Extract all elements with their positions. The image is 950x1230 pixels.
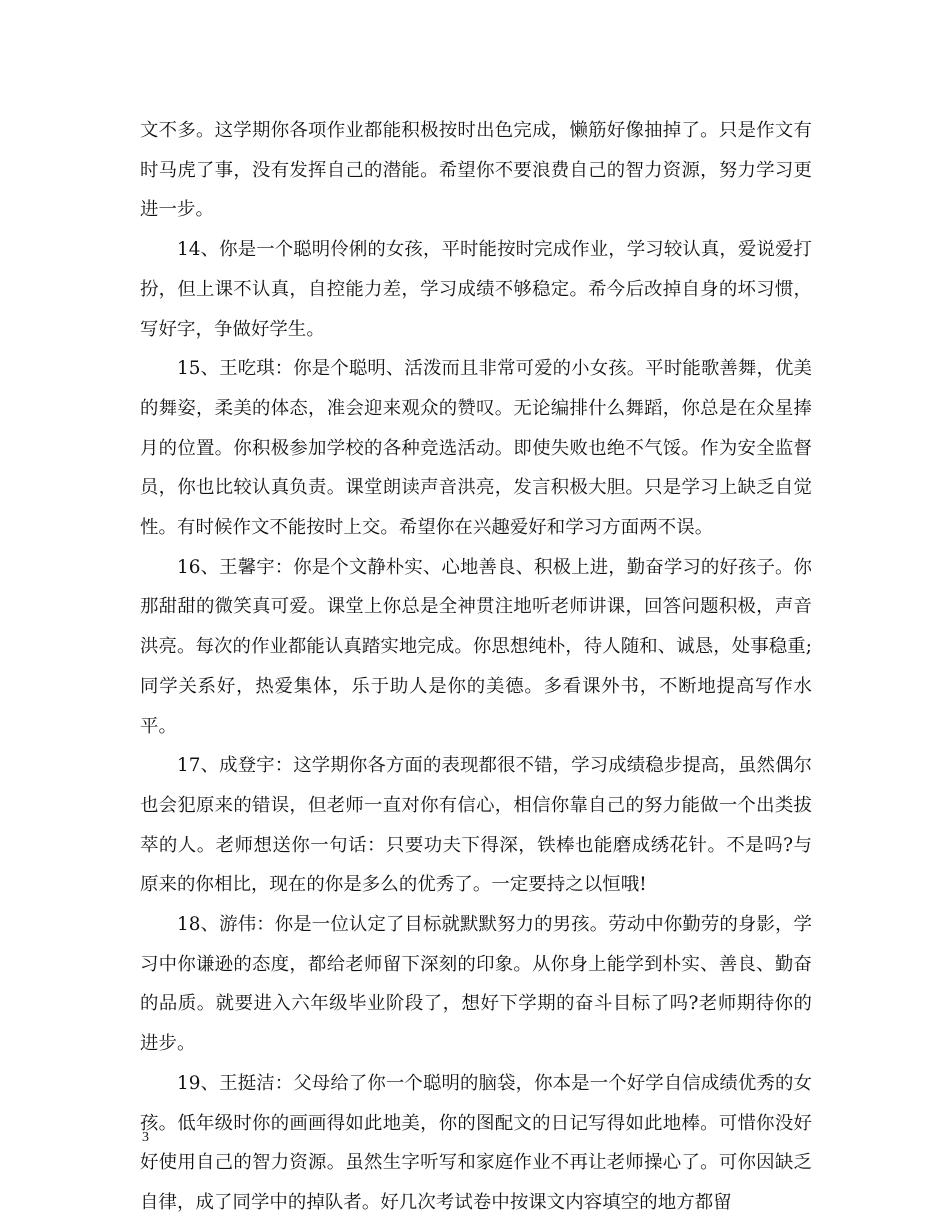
paragraph-continuation: 文不多。这学期你各项作业都能积极按时出色完成，懒筋好像抽掉了。只是作文有时马虎了事，没有发挥自己的潜能。希望你不要浪费自己的智力资源，努力学习更进一步。 (140, 120, 812, 221)
paragraph-comment-18: 18、游伟：你是一位认定了目标就默默努力的男孩。劳动中你勤劳的身影，学习中你谦逊的态度，都给老师留下深刻的印象。从你身上能学到朴实、善良、勤奋的品质。就要进入六年级毕业阶段了，想好下学期的奋斗目标了吗?老师期待你的进步。 (140, 914, 812, 1055)
paragraph-comment-14: 14、你是一个聪明伶俐的女孩，平时能按时完成作业，学习较认真，爱说爱打扮，但上课不认真，自控能力差，学习成绩不够稳定。希今后改掉自身的坏习惯，写好字，争做好学生。 (140, 239, 812, 340)
paragraph-comment-17: 17、成登宇：这学期你各方面的表现都很不错，学习成绩稳步提高，虽然偶尔也会犯原来的错误，但老师一直对你有信心，相信你靠自己的努力能做一个出类拔萃的人。老师想送你一句话：只要功夫下得深，铁棒也能磨成绣花针。不是吗?与原来的你相比，现在的你是多么的优秀了。一定要持之以恒哦! (140, 755, 812, 896)
paragraph-comment-19: 19、王挺洁：父母给了你一个聪明的脑袋，你本是一个好学自信成绩优秀的女孩。低年级时你的画画得如此地美，你的图配文的日记写得如此地棒。可惜你没好好使用自己的智力资源。虽然生字听写和家庭作业不再让老师操心了。可你因缺乏自律，成了同学中的掉队者。好几次考试卷中按课文内容填空的地方都留 (140, 1072, 812, 1213)
paragraph-comment-15: 15、王吃琪：你是个聪明、活泼而且非常可爱的小女孩。平时能歌善舞，优美的舞姿，柔美的体态，准会迎来观众的赞叹。无论编排什么舞蹈，你总是在众星捧月的位置。你积极参加学校的各种竞选活动。即使失败也绝不气馁。作为安全监督员，你也比较认真负责。课堂朗读声音洪亮，发言积极大胆。只是学习上缺乏自觉性。有时候作文不能按时上交。希望你在兴趣爱好和学习方面两不误。 (140, 358, 812, 539)
page-number: 3 (142, 1130, 149, 1145)
paragraph-comment-16: 16、王馨宇：你是个文静朴实、心地善良、积极上进，勤奋学习的好孩子。你那甜甜的微笑真可爱。课堂上你总是全神贯注地听老师讲课，回答问题积极，声音洪亮。每次的作业都能认真踏实地完成。你思想纯朴，待人随和、诚恳，处事稳重;同学关系好，热爱集体，乐于助人是你的美德。多看课外书，不断地提高写作水平。 (140, 556, 812, 737)
body-text (140, 111, 812, 1223)
